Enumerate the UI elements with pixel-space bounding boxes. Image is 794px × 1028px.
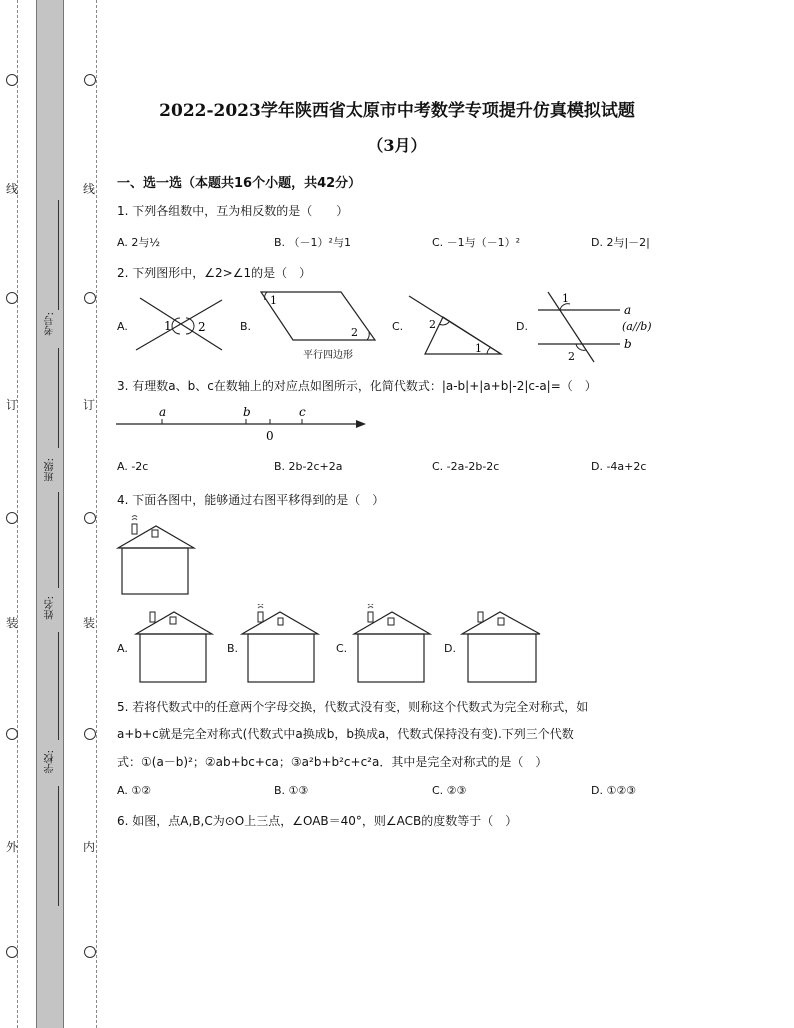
question-2-label-b: B. [240, 320, 252, 333]
question-1-stem: 1. 下列各组数中，互为相反数的是（ ） [117, 204, 349, 218]
question-3-option-b: B. 2b-2c+2a [274, 460, 343, 473]
angle-label-1: 1 [270, 294, 277, 307]
margin-char-xian: 线 [6, 182, 19, 196]
parallel-lines-figure [530, 288, 662, 364]
margin-char-zhuang: 装 [83, 616, 96, 630]
question-4-stem: 4. 下面各图中，能够通过右图平移得到的是（ ） [117, 493, 385, 507]
number-line [114, 402, 374, 446]
line-label-a: a [624, 303, 632, 317]
binding-hole [6, 728, 18, 740]
binding-hole [6, 292, 18, 304]
margin-char-ding: 订 [6, 398, 19, 412]
binding-hole [6, 74, 18, 86]
line-label-b: b [624, 337, 632, 351]
exam-subtitle: （3月） [367, 136, 427, 155]
axis-point-a: a [159, 405, 167, 419]
binding-hole [84, 512, 96, 524]
question-5-option-b: B. ①③ [274, 784, 309, 797]
question-5-option-a: A. ①② [117, 784, 152, 797]
angle-figure-a [130, 290, 230, 360]
question-6-stem: 6. 如图，点A,B,C为⊙O上三点，∠OAB＝40°，则∠ACB的度数等于（ ） [117, 814, 518, 828]
fill-line [58, 348, 59, 448]
binding-hole [6, 946, 18, 958]
binding-hole [6, 512, 18, 524]
field-label-school: 学校: [45, 750, 56, 774]
question-2-label-c: C. [392, 320, 404, 333]
axis-point-b: b [243, 405, 251, 419]
fill-line [58, 632, 59, 740]
parallelogram-figure [255, 288, 380, 364]
question-3-stem: 3. 有理数a、b、c在数轴上的对应点如图所示，化简代数式：|a-b|+|a+b|-2|c-a|=（ ） [117, 379, 597, 393]
binding-hole [84, 292, 96, 304]
section-heading: 一、选一选（本题共16个小题，共42分） [117, 176, 362, 191]
house-option-a [134, 608, 216, 688]
question-2-stem: 2. 下列图形中，∠2>∠1的是（ ） [117, 266, 312, 280]
question-2-label-d: D. [516, 320, 528, 333]
axis-point-c: c [299, 405, 306, 419]
question-3-option-c: C. -2a-2b-2c [432, 460, 500, 473]
binding-hole [84, 728, 96, 740]
house-option-d [460, 604, 546, 688]
question-4-label-c: C. [336, 642, 348, 655]
question-4-label-a: A. [117, 642, 128, 655]
question-5-option-d: D. ①②③ [591, 784, 637, 797]
house-reference-figure [116, 514, 198, 598]
question-4-label-b: B. [227, 642, 239, 655]
question-5-line-1: 5. 若将代数式中的任意两个字母交换，代数式没有变，则称这个代数式为完全对称式，如 [117, 700, 589, 714]
angle-label-2: 2 [198, 320, 206, 334]
fill-line [58, 492, 59, 588]
house-option-b [240, 604, 322, 688]
house-option-c [352, 604, 434, 688]
angle-label-1: 1 [475, 342, 482, 355]
question-3-option-a: A. -2c [117, 460, 149, 473]
question-2-label-a: A. [117, 320, 128, 333]
triangle-figure [405, 292, 505, 358]
question-3-option-d: D. -4a+2c [591, 460, 647, 473]
field-label-name: 姓名: [45, 596, 56, 620]
exam-title: 2022-2023学年陕西省太原市中考数学专项提升仿真模拟试题 [159, 101, 635, 121]
question-5-option-c: C. ②③ [432, 784, 467, 797]
angle-label-2: 2 [568, 350, 575, 363]
question-5-line-3: 式：①(a－b)²；②ab+bc+ca；③a²b+b²c+c²a．其中是完全对称式的是（ ） [117, 755, 548, 769]
question-1-option-d: D. 2与|－2| [591, 236, 650, 249]
axis-origin: 0 [266, 429, 274, 443]
field-label-exam-number: 考号: [45, 312, 56, 336]
fill-line [58, 786, 59, 906]
margin-char-wai: 外 [6, 840, 19, 854]
question-1-option-b: B. （－1）²与1 [274, 236, 351, 249]
angle-label-1: 1 [164, 319, 172, 333]
fill-line [58, 200, 59, 310]
margin-char-nei: 内 [83, 840, 96, 854]
field-label-class: 班级: [45, 458, 56, 482]
margin-char-xian: 线 [83, 182, 96, 196]
margin-char-zhuang: 装 [6, 616, 19, 630]
angle-label-2: 2 [429, 318, 436, 331]
question-4-label-d: D. [444, 642, 456, 655]
question-1-option-a: A. 2与½ [117, 236, 160, 249]
question-1-option-c: C. －1与（－1）² [432, 236, 521, 249]
parallel-note: (a//b) [622, 320, 652, 333]
margin-char-ding: 订 [83, 398, 96, 412]
binding-hole [84, 946, 96, 958]
question-5-line-2: a+b+c就是完全对称式(代数式中a换成b，b换成a，代数式保持没有变).下列三个代数 [117, 727, 574, 741]
parallelogram-caption: 平行四边形 [303, 350, 353, 361]
angle-label-1: 1 [562, 292, 569, 305]
binding-hole [84, 74, 96, 86]
angle-label-2: 2 [351, 326, 358, 339]
